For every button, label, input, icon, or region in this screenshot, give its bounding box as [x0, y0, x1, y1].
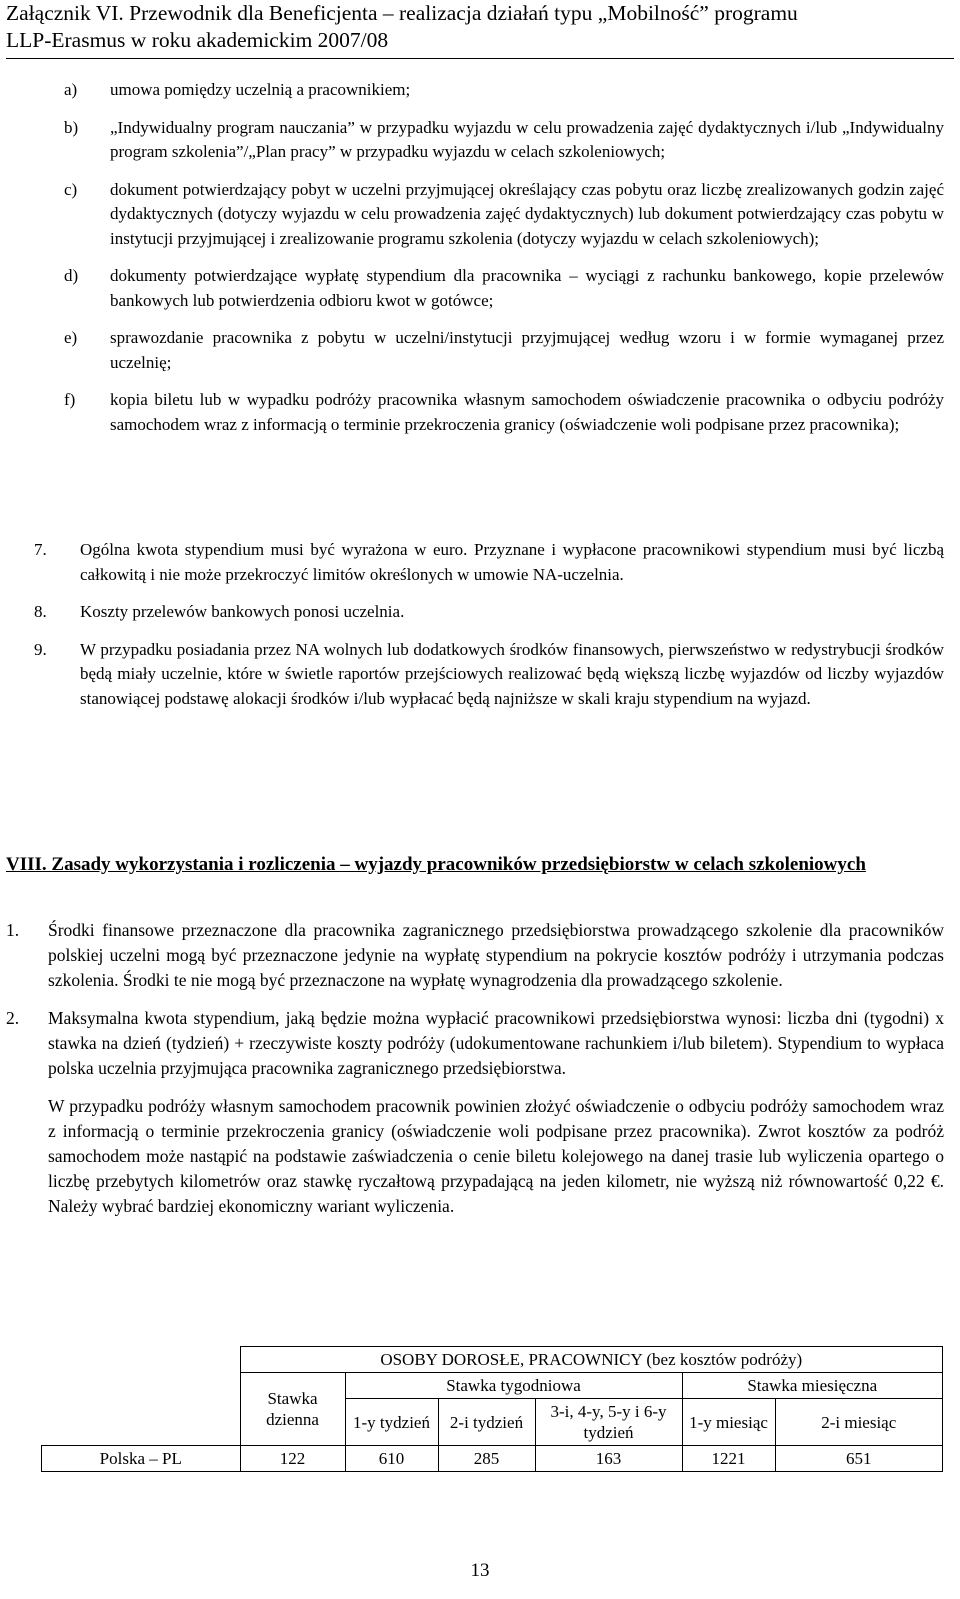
row-week-2: 285: [438, 1446, 535, 1472]
subheader-week-1: 1-y tydzień: [345, 1399, 438, 1446]
item-label: 7.: [34, 540, 47, 559]
item-text: Maksymalna kwota stypendium, jaką będzie można wypłacić pracownikowi przedsiębiorstwa wynosi: liczba dni (tygodni) x stawka na dzień (tydzień) + rzeczywiste koszty podróży (udokumentowane rachunkiem i/lub biletem). Stypendium to wypłaca polska uczelnia przyjmująca pracownika zagranicznego przedsiębiorstwa.: [48, 1008, 944, 1078]
list-item: [64, 388, 944, 437]
row-daily: 122: [240, 1446, 345, 1472]
section-list: [6, 918, 944, 1219]
subheader-week-3-6: 3-i, 4-y, 5-y i 6-y tydzień: [535, 1399, 682, 1446]
item-text: dokumenty potwierdzające wypłatę stypendium dla pracownika – wyciągi z rachunku bankowego, kopie przelewów bankowych lub potwierdzenia odbioru kwot w gotówce;: [110, 266, 944, 310]
row-week-1: 610: [345, 1446, 438, 1472]
table-row: [42, 1446, 943, 1472]
table-title: OSOBY DOROSŁE, PRACOWNICY (bez kosztów podróży): [240, 1347, 943, 1373]
header-line-2: LLP-Erasmus w roku akademickim 2007/08: [6, 28, 389, 52]
list-item: [64, 326, 944, 375]
item-label: e): [64, 328, 78, 347]
list-item: [64, 178, 944, 252]
row-month-2: 651: [775, 1446, 943, 1472]
item-label: 9.: [34, 639, 47, 659]
item-text: Koszty przelewów bankowych ponosi uczelnia.: [80, 602, 405, 621]
item-label: 1.: [6, 920, 20, 940]
list-item: [34, 638, 944, 712]
header-line-1: Załącznik VI. Przewodnik dla Beneficjenta – realizacja działań typu „Mobilność” programu: [6, 1, 798, 25]
subheader-month-2: 2-i miesiąc: [775, 1399, 943, 1446]
header-monthly: Stawka miesięczna: [682, 1373, 943, 1399]
subheader-week-2: 2-i tydzień: [438, 1399, 535, 1446]
row-week-3-6: 163: [535, 1446, 682, 1472]
list-item: [6, 1006, 944, 1081]
list-item: [6, 918, 944, 993]
list-item: [64, 264, 944, 313]
table-empty-corner: [42, 1347, 241, 1446]
rates-table: [41, 1346, 943, 1472]
item-text: sprawozdanie pracownika z pobytu w uczelni/instytucji przyjmującej według wzoru i w formie wymaganej przez uczelnię;: [110, 328, 944, 372]
item-label: 2.: [6, 1008, 20, 1028]
item-label: d): [64, 266, 79, 285]
row-month-1: 1221: [682, 1446, 775, 1472]
item-label: b): [64, 117, 79, 137]
item-text: kopia biletu lub w wypadku podróży pracownika własnym samochodem oświadczenie pracownika o odbyciu podróży samochodem wraz z informacją o terminie przekroczenia granicy (oświadczenie woli podpisane przez pracownika);: [110, 390, 944, 434]
item-text: Środki finansowe przeznaczone dla pracownika zagranicznego przedsiębiorstwa prowadzącego szkolenie dla pracowników polskiej uczelni mogą być przeznaczone jedynie na wypłatę stypendium na pokrycie kosztów podróży i utrzymania podczas szkolenia. Środki te nie mogą być przeznaczone na wypłatę wynagrodzenia dla prowadzącego szkolenie.: [48, 920, 944, 990]
item-text: umowa pomiędzy uczelnią a pracownikiem;: [110, 80, 411, 99]
section-paragraph: W przypadku podróży własnym samochodem pracownik powinien złożyć oświadczenie o odbyciu podróży samochodem wraz z informacją o terminie przekroczenia granicy (oświadczenie woli podpisane przez pracownika). Zwrot kosztów za podróż samochodem może nastąpić na podstawie zaświadczenia o cenie biletu kolejowego na danej trasie lub wyliczenia opartego o liczbę przebytych kilometrów oraz stawkę ryczałtową przypadającą na jeden kilometr, nie wyższą niż równowartość 0,22 €. Należy wybrać bardziej ekonomiczny wariant wyliczenia.: [48, 1096, 944, 1216]
list-item: [64, 78, 944, 103]
numbered-list: [34, 538, 944, 724]
item-label: c): [64, 179, 78, 199]
lettered-list: [64, 78, 944, 450]
section-heading: VIII. Zasady wykorzystania i rozliczenia – wyjazdy pracowników przedsiębiorstw w celach szkoleniowych: [6, 854, 866, 875]
item-text: „Indywidualny program nauczania” w przypadku wyjazdu w celu prowadzenia zajęć dydaktycznych i/lub „Indywidualny program szkolenia”/„Plan pracy” w przypadku wyjazdu w celach szkoleniowych;: [110, 117, 944, 161]
item-text: W przypadku posiadania przez NA wolnych lub dodatkowych środków finansowych, pierwszeństwo w redystrybucji środków będą miały uczelnie, które w świetle raportów przejściowych realizować będą większą liczbę wyjazdów od liczby wyjazdów stanowiącej podstawę alokacji środków i/lub wypłacać będą najniższe w skali kraju stypendium na wyjazd.: [80, 639, 944, 708]
header-weekly: Stawka tygodniowa: [345, 1373, 682, 1399]
page-number: 13: [470, 1560, 490, 1581]
item-label: a): [64, 80, 78, 99]
item-text: dokument potwierdzający pobyt w uczelni przyjmującej określający czas pobytu oraz liczbę zrealizowanych godzin zajęć dydaktycznych (dotyczy wyjazdu w celu prowadzenia zajęć dydaktycznych) lub dokument potwierdzający czas pobytu w instytucji przyjmującej i zrealizowanie programu szkolenia (dotyczy wyjazdu w celach szkoleniowych);: [110, 179, 944, 248]
header-daily: Stawka dzienna: [240, 1373, 345, 1446]
page-header: [6, 0, 954, 59]
list-item: [34, 538, 944, 587]
row-country: Polska – PL: [42, 1446, 241, 1472]
item-text: Ogólna kwota stypendium musi być wyrażona w euro. Przyznane i wypłacone pracownikowi stypendium musi być liczbą całkowitą i nie może przekroczyć limitów określonych w umowie NA-uczelnia.: [80, 540, 944, 584]
list-item: [34, 600, 944, 625]
list-item: [64, 116, 944, 165]
item-label: 8.: [34, 602, 47, 621]
subheader-month-1: 1-y miesiąc: [682, 1399, 775, 1446]
item-label: f): [64, 390, 76, 409]
